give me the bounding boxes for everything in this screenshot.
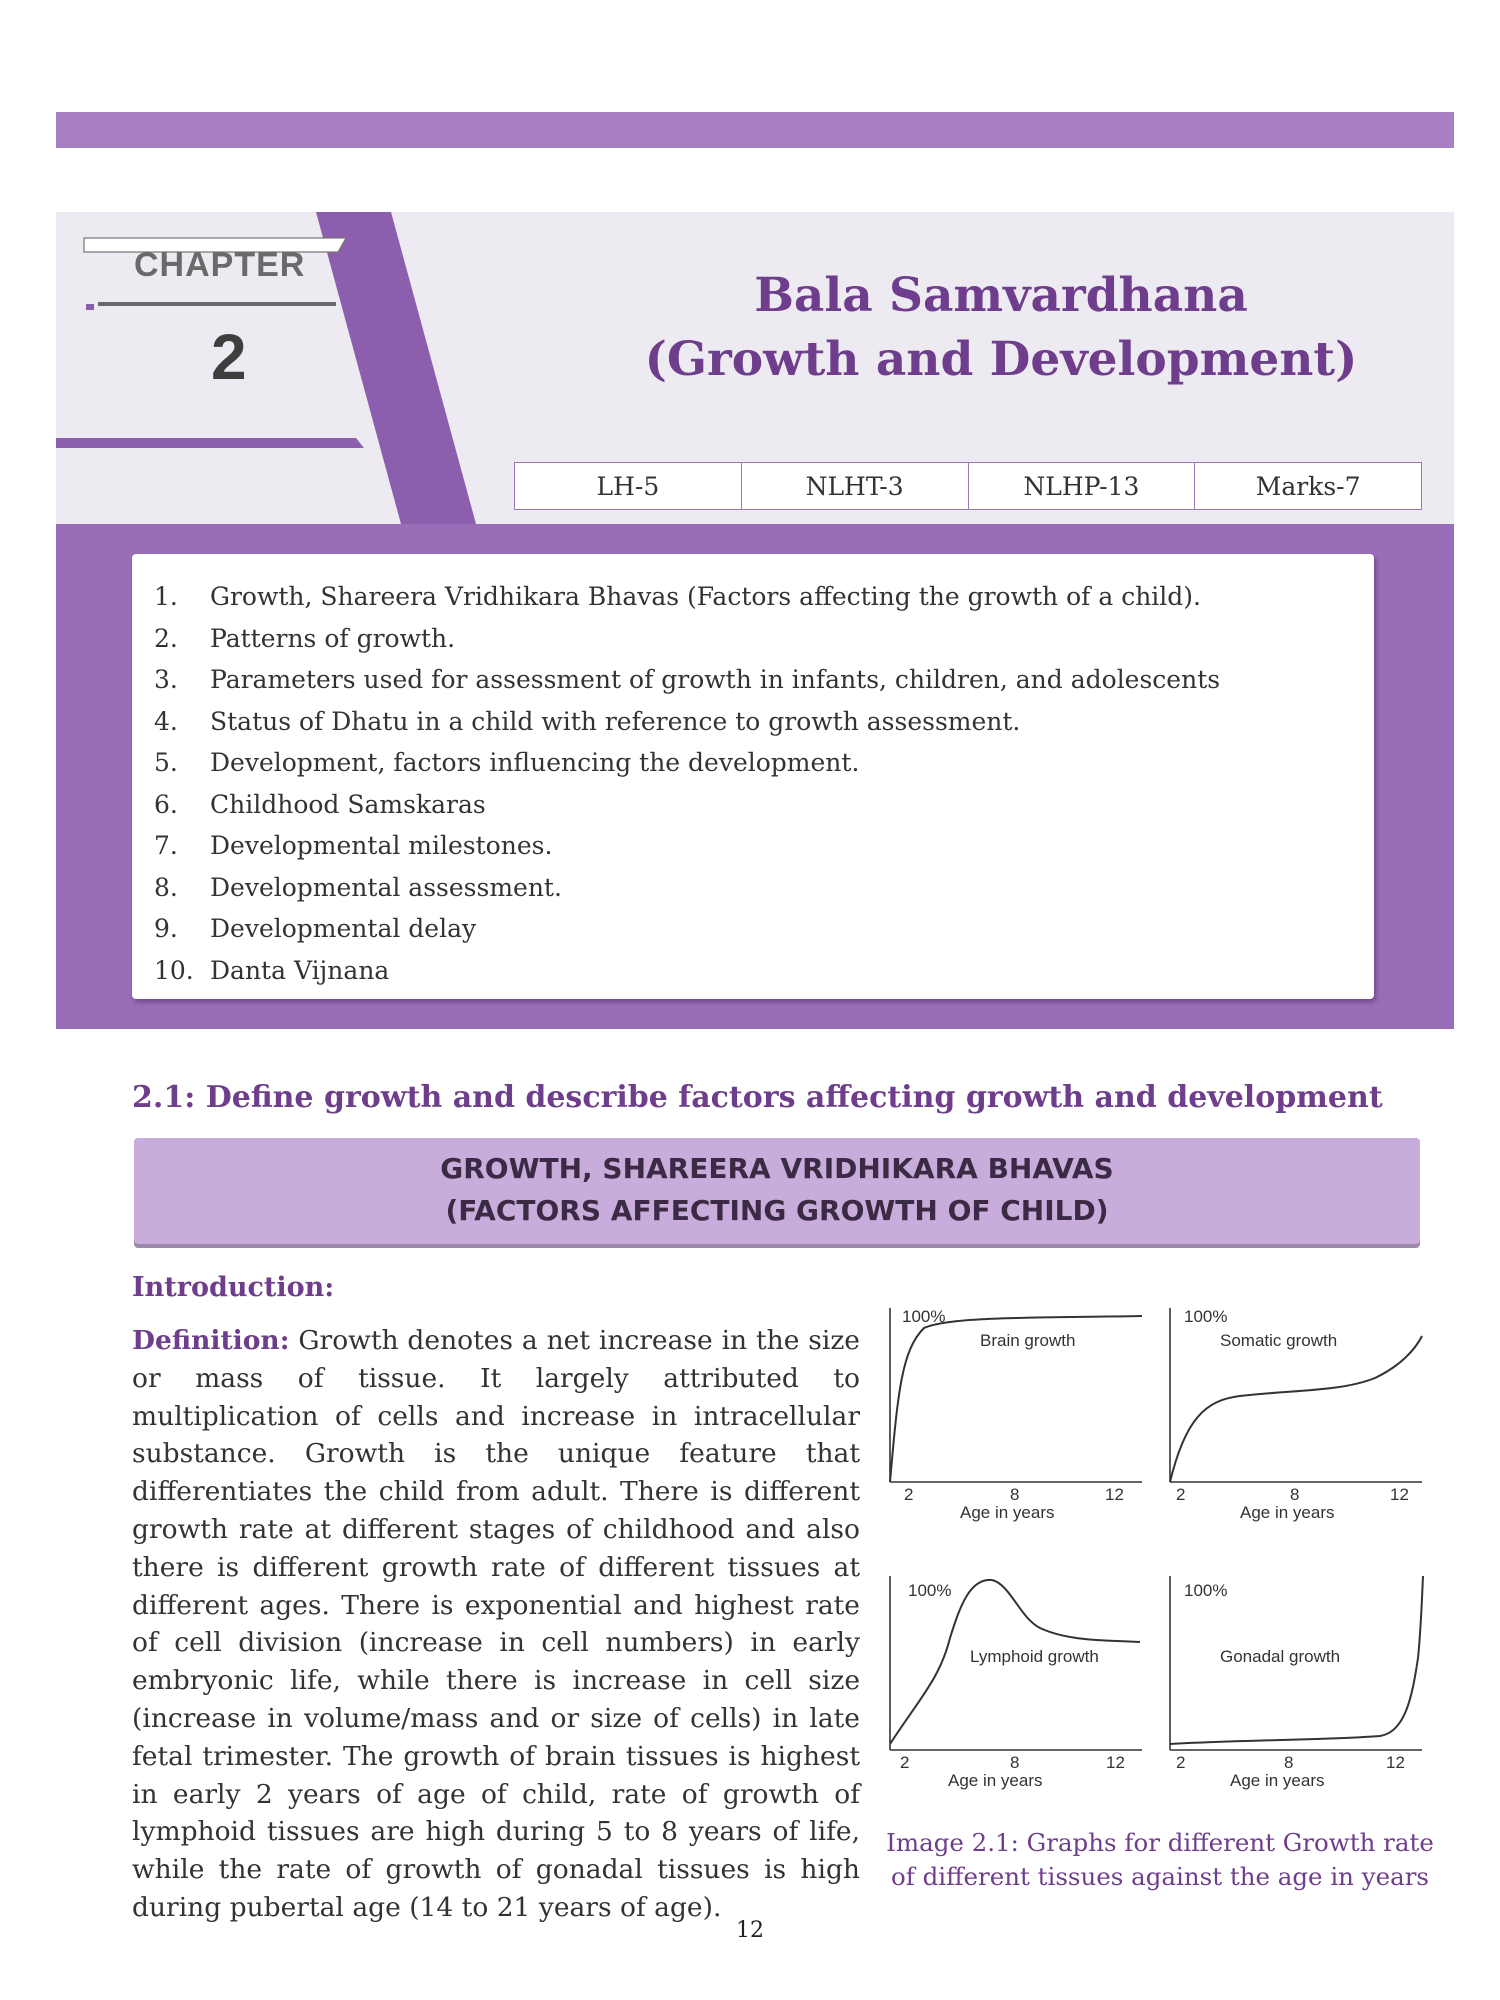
topic-item — [154, 701, 1374, 743]
graph-somatic — [1160, 1300, 1430, 1530]
topic-item — [154, 867, 1374, 909]
topic-number: 4. — [154, 706, 178, 736]
y-axis-label: 100% — [908, 1581, 952, 1600]
definition-label: Definition: — [132, 1325, 290, 1356]
curve-label: Lymphoid growth — [970, 1647, 1099, 1666]
definition-paragraph — [132, 1322, 860, 1927]
topic-text: Childhood Samskaras — [210, 789, 486, 819]
meta-cell-marks: Marks-7 — [1255, 471, 1361, 501]
topic-number: 1. — [154, 582, 178, 611]
tick-label: 2 — [1176, 1753, 1186, 1772]
y-axis-label: 100% — [1184, 1581, 1228, 1600]
topic-number: 8. — [154, 872, 178, 902]
topic-text: Developmental assessment. — [210, 872, 562, 902]
topic-item — [154, 950, 1374, 992]
topic-number: 2. — [154, 623, 178, 653]
topics-list — [132, 554, 1374, 999]
chapter-number: 2 — [211, 321, 247, 393]
banner-line1: GROWTH, SHAREERA VRIDHIKARA BHAVAS — [440, 1152, 1114, 1185]
topic-number: 3. — [154, 665, 178, 694]
figure-caption — [880, 1826, 1440, 1894]
tick-label: 8 — [1010, 1753, 1020, 1772]
meta-cell-nlht: NLHT-3 — [742, 463, 969, 509]
chapter-header — [56, 212, 1454, 1027]
topic-item — [154, 742, 1374, 784]
y-axis-label: 100% — [1184, 1307, 1228, 1326]
growth-banner — [134, 1138, 1420, 1244]
chapter-title-line1: Bala Samvardhana — [754, 268, 1248, 323]
tick-label: 12 — [1106, 1753, 1125, 1772]
growth-graphs-figure — [880, 1300, 1440, 1800]
tick-label: 8 — [1284, 1753, 1294, 1772]
topic-item — [154, 659, 1374, 701]
caption-line1: Image 2.1: Graphs for different Growth rate — [886, 1828, 1434, 1857]
hours-marks-table — [514, 462, 1422, 510]
topic-number: 6. — [154, 789, 178, 819]
topic-text: Danta Vijnana — [210, 955, 390, 985]
chapter-label: CHAPTER — [134, 246, 306, 284]
graph-lymphoid — [880, 1568, 1150, 1798]
caption-line2: of different tissues against the age in years — [891, 1862, 1429, 1891]
topic-number: 10. — [154, 955, 194, 985]
introduction-heading: Introduction: — [132, 1272, 335, 1303]
chapter-title-line2: (Growth and Development) — [644, 332, 1358, 387]
somatic-growth-curve — [1170, 1336, 1422, 1482]
topic-item — [154, 825, 1374, 867]
tick-label: 2 — [900, 1753, 910, 1772]
tick-label: 8 — [1010, 1485, 1020, 1504]
topic-text: Developmental milestones. — [210, 831, 553, 860]
topic-number: 5. — [154, 748, 178, 777]
topic-text: Parameters used for assessment of growth in infants, children, and adolescents — [210, 665, 1221, 694]
topic-text: Patterns of growth. — [210, 623, 456, 653]
chapter-title — [606, 264, 1396, 392]
topic-text: Development, factors influencing the development. — [210, 748, 860, 777]
x-axis-label: Age in years — [948, 1771, 1043, 1790]
tick-label: 12 — [1386, 1753, 1405, 1772]
topic-item — [154, 618, 1374, 660]
meta-cell-lh: LH-5 — [515, 463, 742, 509]
x-axis-label: Age in years — [1240, 1503, 1335, 1522]
curve-label: Somatic growth — [1220, 1331, 1338, 1350]
tick-label: 12 — [1390, 1485, 1409, 1504]
graph-gonadal — [1160, 1568, 1430, 1798]
curve-label: Brain growth — [980, 1331, 1076, 1350]
topic-number: 9. — [154, 914, 178, 943]
meta-cell-nlhp: NLHP-13 — [969, 463, 1196, 509]
definition-text: Growth denotes a net increase in the size or mass of tissue. It largely attributed to multiplication of cells and increase in intracellular substance. Growth is the unique feature that differentiates the child from adult. There is different growth rate at different stages of childhood and also there is different growth rate of different tissues at different ages. There is exponential and highest rate of cell division (increase in cell numbers) in early embryonic life, while there is increase in cell size (increase in volume/mass and or size of cells) in late fetal trimester. The growth of brain tissues is highest in early 2 years of age of child, rate of growth of lymphoid tissues are high during 5 to 8 years of life, while the rate of growth of gonadal tissues is high during pubertal age (14 to 21 years of age). — [132, 1325, 860, 1923]
topic-number: 7. — [154, 831, 178, 860]
tick-label: 12 — [1105, 1485, 1124, 1504]
x-axis-label: Age in years — [960, 1503, 1055, 1522]
topic-item — [154, 784, 1374, 826]
curve-label: Gonadal growth — [1220, 1647, 1341, 1666]
topic-item — [154, 908, 1374, 950]
topic-text: Growth, Shareera Vridhikara Bhavas (Factors affecting the growth of a child). — [210, 582, 1202, 611]
tick-label: 8 — [1290, 1485, 1300, 1504]
banner-line2: (FACTORS AFFECTING GROWTH OF CHILD) — [445, 1194, 1109, 1227]
tick-label: 2 — [904, 1485, 914, 1504]
page-number: 12 — [736, 1918, 764, 1943]
top-decorative-band — [56, 112, 1454, 148]
topic-item — [154, 576, 1374, 618]
y-axis-label: 100% — [902, 1307, 946, 1326]
topic-text: Status of Dhatu in a child with reference to growth assessment. — [210, 706, 1021, 736]
tick-label: 2 — [1176, 1485, 1186, 1504]
section-heading: 2.1: Define growth and describe factors affecting growth and development — [132, 1080, 1383, 1115]
graph-brain — [880, 1300, 1150, 1530]
x-axis-label: Age in years — [1230, 1771, 1325, 1790]
topic-text: Developmental delay — [210, 914, 477, 943]
